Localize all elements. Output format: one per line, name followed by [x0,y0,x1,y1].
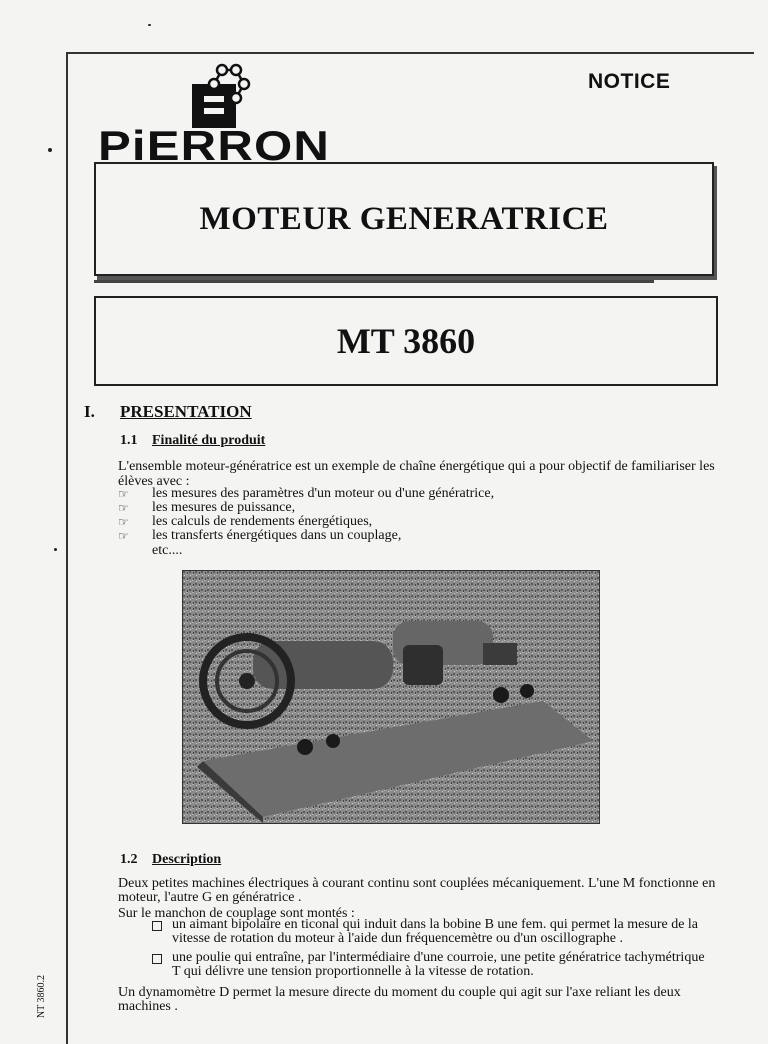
list-item-text: une poulie qui entraîne, par l'intermédiaire d'une courroie, une petite génératrice tachymétrique T qui délivre une tension proportionnelle à la vitesse de rotation. [172,950,705,979]
subsection-label: Description [152,852,222,867]
svg-text:PiERRON: PiERRON [98,122,330,166]
list-item-text: les transferts énergétiques dans un couplage, [152,528,402,543]
etc-text: etc.... [152,543,183,558]
checkbox-square-icon [152,954,162,964]
list-item [118,487,494,501]
scan-speck [48,148,52,152]
subsection-number: 1.1 [120,433,138,448]
list-item [118,515,494,529]
pointing-hand-icon: ☞ [118,487,129,501]
scan-speck [148,24,151,26]
description-paragraph: Sur le manchon de couplage sont montés : [118,906,355,921]
list-item-text: un aimant bipolaire en ticonal qui induit dans la bobine B une fem. qui permet la mesure de la vitesse de rotation du moteur à l'aide dun fréquencemètre ou d'un oscillographe . [172,917,699,946]
pointing-hand-icon: ☞ [118,529,129,543]
finalite-intro: L'ensemble moteur-génératrice est un exemple de chaîne énergétique qui a pour objectif de familiariser les élèves avec : [118,459,715,489]
list-item-text: les mesures des paramètres d'un moteur ou d'une génératrice, [152,486,495,501]
subsection-heading-description [120,852,221,868]
product-code-box [94,296,718,386]
list-item-text: les calculs de rendements énergétiques, [152,514,373,529]
list-item [150,951,710,979]
description-paragraph: Deux petites machines électriques à courant continu sont couplées mécaniquement. L'une M fonctionne en moteur, l'autre G en génératrice . [118,876,716,905]
notice-label: NOTICE [588,70,671,93]
list-item [118,501,494,515]
title-underline-rule [94,280,654,283]
document-reference-code: NT 3860.2 [36,975,47,1019]
section-heading-presentation [84,402,252,422]
pierron-logo [96,62,336,166]
section-label: PRESENTATION [120,402,252,421]
product-photo [182,570,600,824]
subsection-number: 1.2 [120,852,138,867]
section-number: I. [84,402,95,421]
product-code: MT 3860 [336,321,476,361]
subsection-label: Finalité du produit [152,433,266,448]
list-item [118,529,494,543]
pointing-hand-icon: ☞ [118,515,129,529]
subsection-heading-finalite [120,433,265,449]
scan-speck [54,548,57,551]
title-box [94,162,714,276]
document-title: MOTEUR GENERATRICE [199,200,609,237]
checkbox-square-icon [152,921,162,931]
description-item-list [150,918,710,984]
description-paragraph: Un dynamomètre D permet la mesure directe du moment du couple qui agit sur l'axe reliant les deux machines . [118,985,681,1014]
pointing-hand-icon: ☞ [118,501,129,515]
list-item-text: les mesures de puissance, [152,500,296,515]
finalite-bullet-list [118,487,494,543]
list-item [150,918,710,946]
